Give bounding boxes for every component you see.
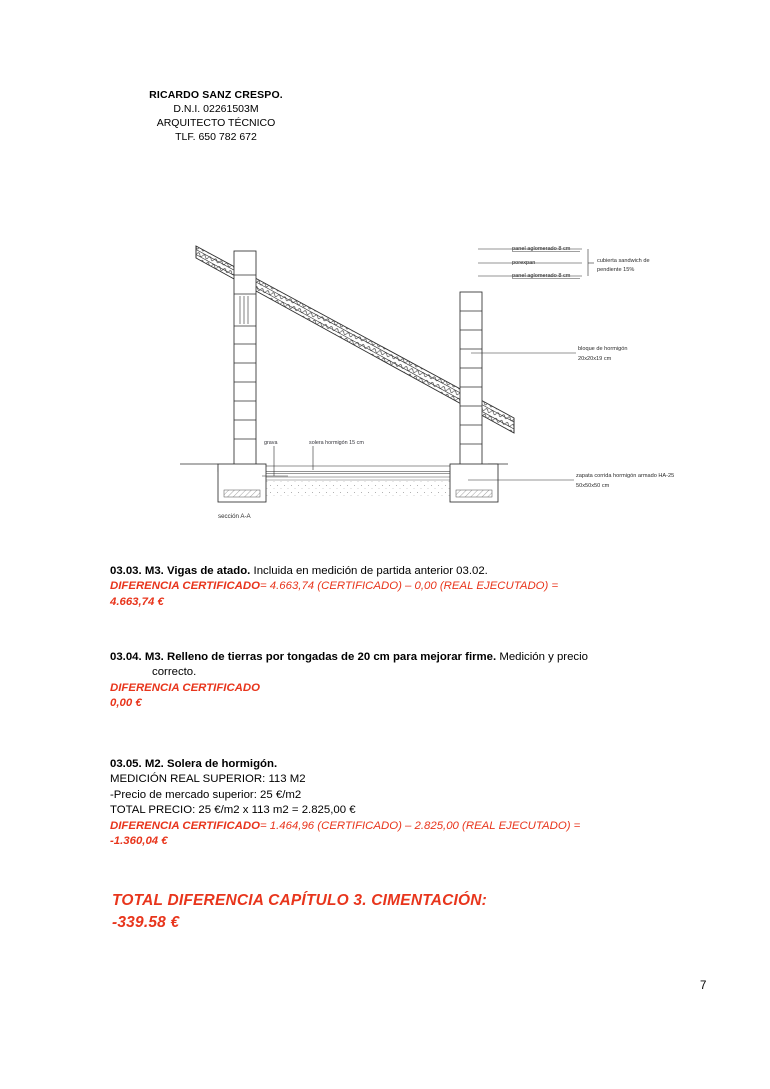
section-03-03-note: Incluida en medición de partida anterior 03.02. [253, 565, 488, 577]
section-03-04-diff-label: DIFERENCIA CERTIFICADO [110, 681, 260, 694]
label-panel-bottom: panel aglomerado 8 cm [512, 273, 571, 279]
label-block-line1: bloque de hormigón [578, 346, 628, 352]
section-03-04-title: M3. Relleno de tierras por tongadas de 20 cm para mejorar firme. [144, 651, 497, 663]
section-03-04-note2: correcto. [152, 666, 197, 679]
letterhead [118, 89, 314, 144]
label-footing-line1: zapata corrida hormigón armado HA-25 [576, 473, 675, 479]
label-roof-group-line1: cubierta sandwich de [597, 258, 650, 264]
letterhead-name: RICARDO SANZ CRESPO. [149, 89, 283, 101]
letterhead-dni: D.N.I. 02261503M [173, 102, 259, 115]
label-slab: solera hormigón 15 cm [309, 440, 364, 446]
section-03-05 [110, 757, 710, 849]
left-footing [218, 464, 266, 502]
section-03-05-title: M2. Solera de hormigón. [144, 758, 278, 770]
section-03-03-diff-label: DIFERENCIA CERTIFICADO [110, 580, 260, 593]
label-panel-top: panel aglomerado 8 cm [512, 246, 571, 252]
right-block-column [460, 292, 482, 467]
section-drawing [178, 218, 678, 533]
letterhead-title: ARQUITECTO TÉCNICO [156, 116, 276, 129]
chapter-total [112, 890, 692, 934]
section-03-03 [110, 564, 695, 610]
section-03-05-diff-result: -1.360,04 € [110, 834, 168, 847]
section-03-03-diff-result: 4.663,74 € [110, 595, 164, 608]
chapter-total-value: -339.58 € [112, 914, 180, 931]
section-03-04 [110, 650, 710, 712]
section-03-03-ref: 03.03. [110, 565, 142, 577]
drawing-caption: sección A-A [218, 513, 251, 520]
section-03-04-diff-result: 0,00 € [110, 697, 142, 710]
right-footing [450, 464, 498, 502]
chapter-total-label: TOTAL DIFERENCIA CAPÍTULO 3. CIMENTACIÓN: [112, 892, 488, 909]
section-03-03-title: M3. Vigas de atado. [144, 565, 251, 577]
section-03-04-note: Medición y precio [499, 651, 588, 663]
section-03-04-ref: 03.04. [110, 651, 142, 663]
label-block-line2: 20x20x19 cm [578, 356, 612, 362]
section-03-05-medicion: MEDICIÓN REAL SUPERIOR: 113 M2 [110, 773, 306, 786]
label-porexpan: porexpan [512, 260, 536, 266]
label-footing-line2: 50x50x50 cm [576, 483, 610, 489]
section-03-03-diff-formula: = 4.663,74 (CERTIFICADO) – 0,00 (REAL EJECUTADO) = [259, 580, 559, 593]
left-block-column [234, 251, 256, 465]
section-03-05-ref: 03.05. [110, 758, 142, 770]
section-03-05-total-precio: TOTAL PRECIO: 25 €/m2 x 113 m2 = 2.825,00 € [110, 804, 356, 817]
letterhead-phone: TLF. 650 782 672 [175, 130, 257, 143]
page-number: 7 [700, 980, 707, 992]
section-03-05-precio: -Precio de mercado superior: 25 €/m2 [110, 788, 302, 801]
section-03-05-diff-formula: = 1.464,96 (CERTIFICADO) – 2.825,00 (REAL EJECUTADO) = [259, 819, 581, 832]
section-03-05-diff-label: DIFERENCIA CERTIFICADO [110, 819, 260, 832]
label-roof-group-line2: pendiente 15% [597, 267, 635, 273]
label-gravel: grava [264, 440, 278, 446]
